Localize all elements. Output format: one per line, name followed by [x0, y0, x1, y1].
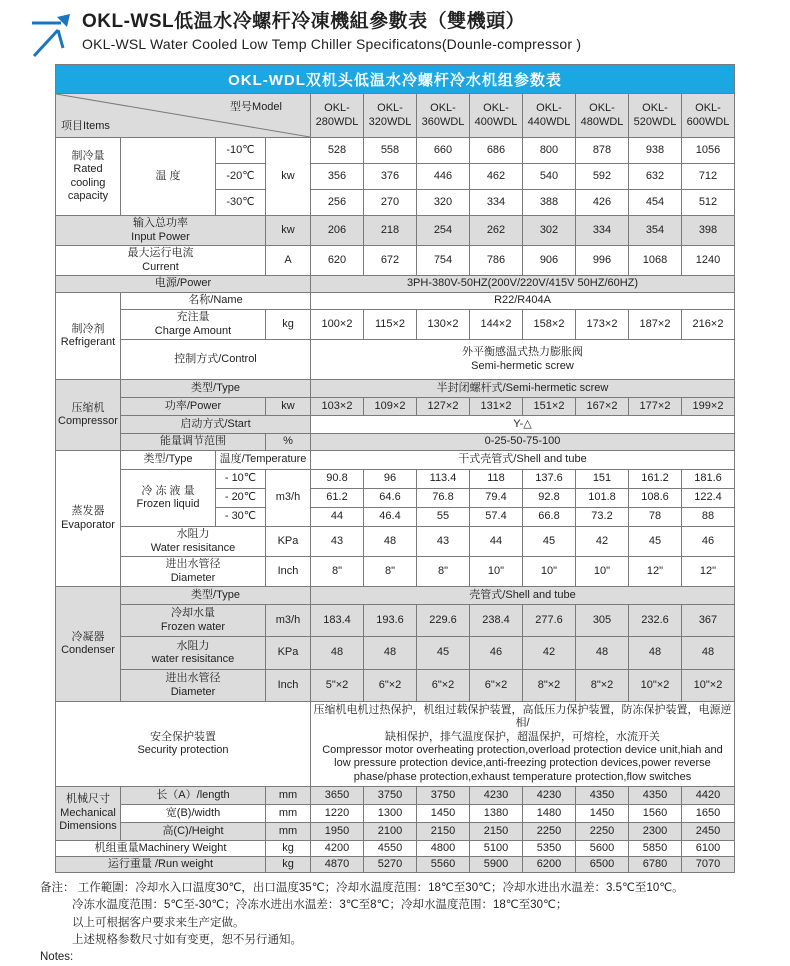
value-cell: 1300: [364, 805, 417, 823]
value-cell: 540: [523, 164, 576, 190]
value-cell: 44: [470, 527, 523, 557]
value-cell: 6500: [576, 857, 629, 873]
span-value-cell: 3PH-380V-50HZ(200V/220V/415V 50HZ/60HZ): [311, 276, 735, 293]
value-cell: 446: [417, 164, 470, 190]
section-label: 电源/Power: [56, 276, 311, 293]
value-cell: 151×2: [523, 398, 576, 416]
value-cell: 103×2: [311, 398, 364, 416]
page-title: OKL-WSL低温水冷螺杆冷凍機組參數表（雙機頭）: [82, 11, 526, 32]
unit-cell: kw: [266, 398, 311, 416]
value-cell: 270: [364, 190, 417, 216]
value-cell: 78: [629, 508, 682, 527]
table-row: [56, 340, 735, 380]
value-cell: 4870: [311, 857, 364, 873]
table-row: [56, 94, 735, 138]
value-cell: 130×2: [417, 310, 470, 340]
sub-label: - 10℃: [216, 470, 266, 489]
value-cell: 187×2: [629, 310, 682, 340]
value-cell: 4350: [629, 787, 682, 805]
value-cell: 5560: [417, 857, 470, 873]
value-cell: 356: [311, 164, 364, 190]
table-row: [56, 637, 735, 670]
sub-label: 水阻力 water resisitance: [121, 637, 266, 670]
sub-label: -30℃: [216, 190, 266, 216]
value-cell: 173×2: [576, 310, 629, 340]
value-cell: 660: [417, 138, 470, 164]
value-cell: 320: [417, 190, 470, 216]
value-cell: 7070: [682, 857, 735, 873]
value-cell: 177×2: [629, 398, 682, 416]
sub-label: -10℃: [216, 138, 266, 164]
section-label: 最大运行电流 Current: [56, 246, 266, 276]
value-cell: 672: [364, 246, 417, 276]
value-cell: 754: [417, 246, 470, 276]
value-cell: 115×2: [364, 310, 417, 340]
unit-cell: Inch: [266, 557, 311, 587]
value-cell: 127×2: [417, 398, 470, 416]
value-cell: 254: [417, 216, 470, 246]
value-cell: 462: [470, 164, 523, 190]
value-cell: 6"×2: [417, 670, 470, 702]
sub-label: 水阻力 Water resisitance: [121, 527, 266, 557]
value-cell: 88: [682, 508, 735, 527]
value-cell: 46: [470, 637, 523, 670]
value-cell: 5600: [576, 841, 629, 857]
sub-label: 名称/Name: [121, 293, 311, 310]
page-subtitle: OKL-WSL Water Cooled Low Temp Chiller Specificatons(Dounle-compressor ): [82, 35, 582, 52]
value-cell: 2250: [576, 823, 629, 841]
section-label: 制冷剂 Refrigerant: [56, 293, 121, 380]
value-cell: 48: [576, 637, 629, 670]
value-cell: 131×2: [470, 398, 523, 416]
value-cell: 2250: [523, 823, 576, 841]
value-cell: 2150: [417, 823, 470, 841]
value-cell: 12": [682, 557, 735, 587]
value-cell: 4230: [470, 787, 523, 805]
unit-cell: kg: [266, 857, 311, 873]
value-cell: 48: [364, 527, 417, 557]
value-cell: 6200: [523, 857, 576, 873]
value-cell: 5270: [364, 857, 417, 873]
value-cell: 45: [523, 527, 576, 557]
span-value-cell: 半封闭螺杆式/Semi-hermetic screw: [311, 380, 735, 398]
value-cell: 45: [629, 527, 682, 557]
value-cell: 64.6: [364, 489, 417, 508]
table-row: [56, 470, 735, 489]
value-cell: 12": [629, 557, 682, 587]
unit-cell: mm: [266, 823, 311, 841]
span-value-cell: 外平衡感温式热力膨胀阀 Semi-hermetic screw: [311, 340, 735, 380]
value-cell: 6780: [629, 857, 682, 873]
value-cell: 122.4: [682, 489, 735, 508]
value-cell: 10": [470, 557, 523, 587]
value-cell: 109×2: [364, 398, 417, 416]
value-cell: 262: [470, 216, 523, 246]
value-cell: 57.4: [470, 508, 523, 527]
unit-cell: kg: [266, 310, 311, 340]
value-cell: 46.4: [364, 508, 417, 527]
value-cell: 96: [364, 470, 417, 489]
value-cell: 10"×2: [682, 670, 735, 702]
sub-label: 进出水管径 Diameter: [121, 557, 266, 587]
value-cell: 2300: [629, 823, 682, 841]
section-label: 运行重量 /Run weight: [56, 857, 266, 873]
value-cell: 206: [311, 216, 364, 246]
value-cell: 144×2: [470, 310, 523, 340]
value-cell: 1068: [629, 246, 682, 276]
value-cell: 158×2: [523, 310, 576, 340]
value-cell: 42: [576, 527, 629, 557]
value-cell: 5900: [470, 857, 523, 873]
value-cell: 167×2: [576, 398, 629, 416]
value-cell: 151: [576, 470, 629, 489]
value-cell: 354: [629, 216, 682, 246]
value-cell: 199×2: [682, 398, 735, 416]
sub-label: 温 度: [121, 138, 216, 216]
value-cell: 454: [629, 190, 682, 216]
value-cell: 592: [576, 164, 629, 190]
section-label: 蒸发器 Evaporator: [56, 451, 121, 587]
section-label: 安全保护装置 Security protection: [56, 702, 311, 787]
value-cell: 376: [364, 164, 417, 190]
value-cell: 76.8: [417, 489, 470, 508]
table-banner: OKL-WDL双机头低温水冷螺杆冷水机组参数表: [55, 64, 735, 93]
sub-label: 类型/Type: [121, 451, 216, 470]
section-label: 冷凝器 Condenser: [56, 587, 121, 702]
sub-label: 长（A）/length: [121, 787, 266, 805]
value-cell: 426: [576, 190, 629, 216]
table-row: [56, 857, 735, 873]
value-cell: 1056: [682, 138, 735, 164]
value-cell: 8"×2: [576, 670, 629, 702]
sub-label: 能量调节范围: [121, 434, 266, 451]
note-line: 冷冻水温度范围：5℃至-30℃；冷冻水进出水温差：3℃至8℃；冷却水温度范围：18℃至30℃；: [72, 899, 568, 912]
unit-cell: A: [266, 246, 311, 276]
section-label: 机组重量Machinery Weight: [56, 841, 266, 857]
brand-arrow-icon: [26, 12, 76, 63]
value-cell: 48: [682, 637, 735, 670]
value-cell: 5850: [629, 841, 682, 857]
value-cell: 8": [311, 557, 364, 587]
value-cell: 100×2: [311, 310, 364, 340]
table-row: [56, 276, 735, 293]
model-header-cell: OKL- 440WDL: [523, 94, 576, 138]
table-row: [56, 557, 735, 587]
value-cell: 2450: [682, 823, 735, 841]
value-cell: 367: [682, 605, 735, 637]
sub-label: 功率/Power: [121, 398, 266, 416]
section-label: 制冷量 Rated cooling capacity: [56, 138, 121, 216]
span-value-cell: 0-25-50-75-100: [311, 434, 735, 451]
table-row: [56, 670, 735, 702]
span-value-cell: Y-△: [311, 416, 735, 434]
model-header-cell: OKL- 480WDL: [576, 94, 629, 138]
notes: [40, 880, 790, 966]
value-cell: 46: [682, 527, 735, 557]
value-cell: 137.6: [523, 470, 576, 489]
unit-cell: kg: [266, 841, 311, 857]
note-line: 备注： 工作範圍：冷却水入口温度30℃，出口温度35℃；冷却水温度范围：18℃至30℃；冷却水进出水温差：3.5℃至10℃。: [40, 882, 684, 894]
table-row: [56, 527, 735, 557]
unit-cell: mm: [266, 787, 311, 805]
span-value-cell: R22/R404A: [311, 293, 735, 310]
sub-label: 类型/Type: [121, 587, 311, 605]
value-cell: 43: [311, 527, 364, 557]
unit-cell: kw: [266, 138, 311, 216]
value-cell: 1450: [576, 805, 629, 823]
span-value-cell: 干式壳管式/Shell and tube: [311, 451, 735, 470]
value-cell: 512: [682, 190, 735, 216]
value-cell: 996: [576, 246, 629, 276]
items-label: 项目Items: [61, 119, 110, 132]
corner-header-cell: [56, 94, 311, 138]
table-row: [56, 787, 735, 805]
sub-label: 进出水管径 Diameter: [121, 670, 266, 702]
value-cell: 620: [311, 246, 364, 276]
note-line: Notes:: [40, 951, 74, 963]
unit-cell: %: [266, 434, 311, 451]
value-cell: 8": [417, 557, 470, 587]
value-cell: 1950: [311, 823, 364, 841]
table-row: [56, 398, 735, 416]
table-row: [56, 434, 735, 451]
security-text-cell: 压缩机电机过热保护，机组过载保护装置，高低压力保护装置，防冻保护装置，电源逆相/ 缺相保护，排气温度保护，超温保护，可熔栓，水流开关 Compressor motor overheating protection,overload protection device unit,hiah and low pressure protection device,anti-freezing protection devices,power reverse phase/phase protection,exhaust temperature protection,flow switches: [311, 702, 735, 787]
value-cell: 334: [470, 190, 523, 216]
table-row: [56, 823, 735, 841]
value-cell: 558: [364, 138, 417, 164]
value-cell: 61.2: [311, 489, 364, 508]
sub-label: 冷却水量 Frozen water: [121, 605, 266, 637]
sub-label: 控制方式/Control: [121, 340, 311, 380]
value-cell: 216×2: [682, 310, 735, 340]
sub-label: 启动方式/Start: [121, 416, 311, 434]
model-label: 型号Model: [230, 101, 282, 113]
value-cell: 6"×2: [364, 670, 417, 702]
value-cell: 1650: [682, 805, 735, 823]
table-row: [56, 138, 735, 164]
value-cell: 5350: [523, 841, 576, 857]
value-cell: 398: [682, 216, 735, 246]
table-row: [56, 702, 735, 787]
model-header-cell: OKL- 360WDL: [417, 94, 470, 138]
unit-cell: Inch: [266, 670, 311, 702]
value-cell: 786: [470, 246, 523, 276]
unit-cell: m3/h: [266, 605, 311, 637]
table-row: [56, 246, 735, 276]
spec-table: [55, 93, 735, 873]
value-cell: 2150: [470, 823, 523, 841]
value-cell: 712: [682, 164, 735, 190]
unit-cell: mm: [266, 805, 311, 823]
note-line: 以上可根据客户要求来生产定做。: [72, 916, 245, 929]
value-cell: 4420: [682, 787, 735, 805]
value-cell: 528: [311, 138, 364, 164]
table-row: [56, 310, 735, 340]
value-cell: 79.4: [470, 489, 523, 508]
value-cell: 8": [364, 557, 417, 587]
value-cell: 55: [417, 508, 470, 527]
value-cell: 388: [523, 190, 576, 216]
value-cell: 3750: [417, 787, 470, 805]
value-cell: 1240: [682, 246, 735, 276]
value-cell: 44: [311, 508, 364, 527]
table-row: [56, 216, 735, 246]
value-cell: 3650: [311, 787, 364, 805]
value-cell: 101.8: [576, 489, 629, 508]
model-header-cell: OKL- 400WDL: [470, 94, 523, 138]
value-cell: 45: [417, 637, 470, 670]
table-row: [56, 416, 735, 434]
value-cell: 42: [523, 637, 576, 670]
value-cell: 1560: [629, 805, 682, 823]
section-label: 输入总功率 Input Power: [56, 216, 266, 246]
value-cell: 108.6: [629, 489, 682, 508]
value-cell: 1380: [470, 805, 523, 823]
unit-cell: KPa: [266, 637, 311, 670]
value-cell: 232.6: [629, 605, 682, 637]
sub-label: 冷 冻 液 量 Frozen liquid: [121, 470, 216, 527]
value-cell: 4200: [311, 841, 364, 857]
table-row: [56, 587, 735, 605]
value-cell: 73.2: [576, 508, 629, 527]
table-row: [56, 605, 735, 637]
value-cell: 305: [576, 605, 629, 637]
value-cell: 302: [523, 216, 576, 246]
sub-label: 类型/Type: [121, 380, 311, 398]
sub-label: - 20℃: [216, 489, 266, 508]
unit-cell: KPa: [266, 527, 311, 557]
value-cell: 2100: [364, 823, 417, 841]
value-cell: 3750: [364, 787, 417, 805]
sub-label: - 30℃: [216, 508, 266, 527]
value-cell: 878: [576, 138, 629, 164]
value-cell: 218: [364, 216, 417, 246]
value-cell: 48: [629, 637, 682, 670]
value-cell: 229.6: [417, 605, 470, 637]
span-value-cell: 壳管式/Shell and tube: [311, 587, 735, 605]
value-cell: 238.4: [470, 605, 523, 637]
value-cell: 6"×2: [470, 670, 523, 702]
value-cell: 90.8: [311, 470, 364, 489]
value-cell: 10": [523, 557, 576, 587]
value-cell: 181.6: [682, 470, 735, 489]
unit-cell: m3/h: [266, 470, 311, 527]
value-cell: 183.4: [311, 605, 364, 637]
sub-label: 高(C)/Height: [121, 823, 266, 841]
value-cell: 4550: [364, 841, 417, 857]
value-cell: 800: [523, 138, 576, 164]
sub-label: 宽(B)/width: [121, 805, 266, 823]
page-header: [0, 0, 790, 62]
value-cell: 4350: [576, 787, 629, 805]
model-header-cell: OKL- 600WDL: [682, 94, 735, 138]
table-row: [56, 805, 735, 823]
value-cell: 938: [629, 138, 682, 164]
spec-table-wrap: [55, 64, 735, 873]
value-cell: 1220: [311, 805, 364, 823]
value-cell: 48: [364, 637, 417, 670]
value-cell: 632: [629, 164, 682, 190]
value-cell: 906: [523, 246, 576, 276]
value-cell: 4800: [417, 841, 470, 857]
value-cell: 1480: [523, 805, 576, 823]
value-cell: 256: [311, 190, 364, 216]
model-header-cell: OKL- 320WDL: [364, 94, 417, 138]
table-row: [56, 841, 735, 857]
value-cell: 113.4: [417, 470, 470, 489]
value-cell: 334: [576, 216, 629, 246]
sub-label: 充注量 Charge Amount: [121, 310, 266, 340]
value-cell: 10": [576, 557, 629, 587]
value-cell: 48: [311, 637, 364, 670]
value-cell: 6100: [682, 841, 735, 857]
value-cell: 161.2: [629, 470, 682, 489]
model-header-cell: OKL- 280WDL: [311, 94, 364, 138]
value-cell: 8"×2: [523, 670, 576, 702]
value-cell: 686: [470, 138, 523, 164]
value-cell: 193.6: [364, 605, 417, 637]
unit-cell: kw: [266, 216, 311, 246]
note-line: 上述规格参数尺寸如有变更，恕不另行通知。: [72, 933, 302, 946]
value-cell: 43: [417, 527, 470, 557]
value-cell: 10"×2: [629, 670, 682, 702]
sub-label: 温度/Temperature: [216, 451, 311, 470]
table-row: [56, 451, 735, 470]
model-header-cell: OKL- 520WDL: [629, 94, 682, 138]
value-cell: 4230: [523, 787, 576, 805]
value-cell: 1450: [417, 805, 470, 823]
value-cell: 5"×2: [311, 670, 364, 702]
section-label: 压缩机 Compressor: [56, 380, 121, 451]
value-cell: 118: [470, 470, 523, 489]
value-cell: 92.8: [523, 489, 576, 508]
value-cell: 5100: [470, 841, 523, 857]
value-cell: 277.6: [523, 605, 576, 637]
table-row: [56, 293, 735, 310]
sub-label: -20℃: [216, 164, 266, 190]
value-cell: 66.8: [523, 508, 576, 527]
table-row: [56, 380, 735, 398]
section-label: 机械尺寸 Mechanical Dimensions: [56, 787, 121, 841]
